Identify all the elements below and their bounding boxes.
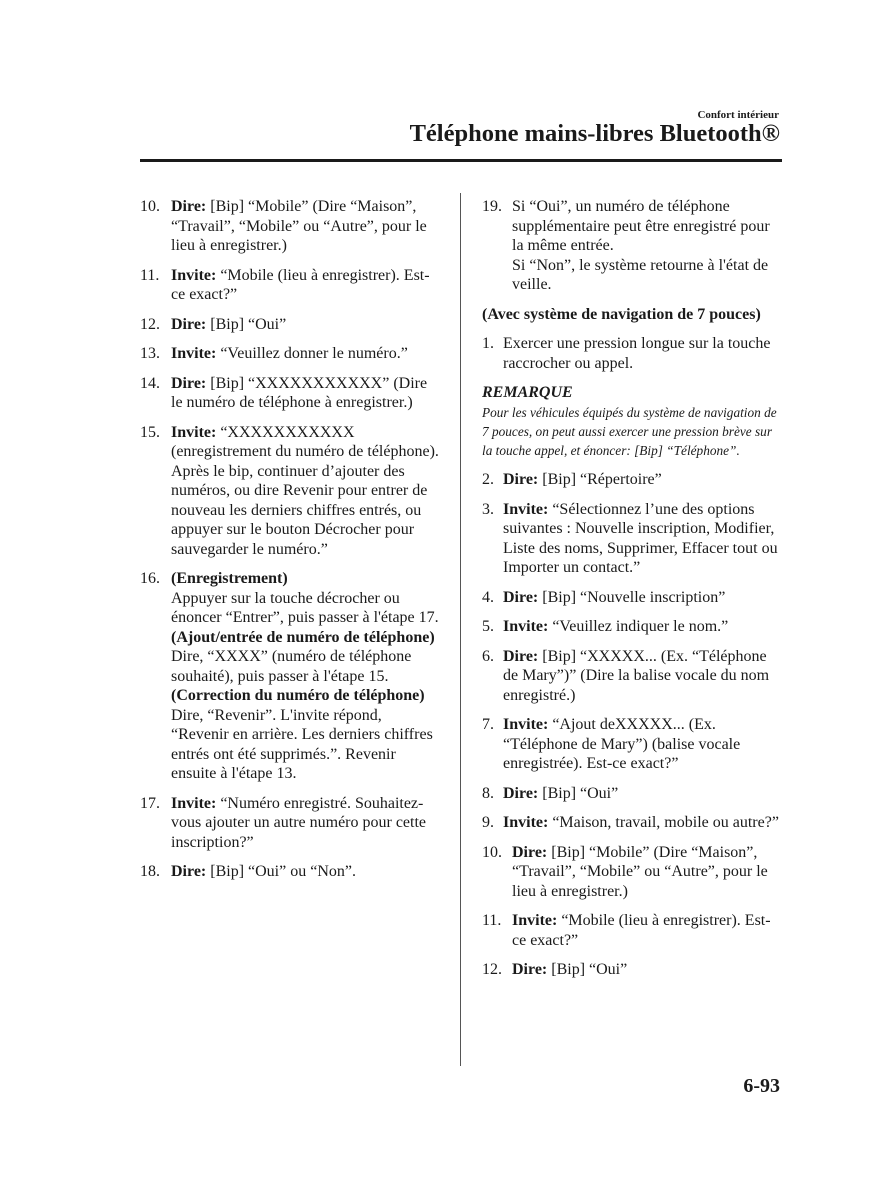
step-keyword: Dire: [171, 315, 207, 333]
step-11-left [140, 266, 440, 305]
step-keyword: Invite: [503, 814, 549, 832]
step-12-left [140, 315, 440, 335]
step-text: [Bip] “Oui” [538, 784, 619, 802]
step-10-left [140, 197, 440, 256]
step-text: [Bip] “XXXXXXXXXXX” (Dire le numéro de téléphone à enregistrer.) [171, 374, 428, 411]
step-number: 16. [140, 570, 160, 587]
step-number: 15. [140, 423, 160, 441]
step-number: 11. [482, 912, 502, 930]
step-text: Dire, “Revenir”. L'invite répond, “Revenir en arrière. Les derniers chiffres entrés ont été supprimés.”. Revenir ensuite à l'étape 13. [171, 706, 433, 782]
step-number: 3. [482, 500, 494, 518]
step-text: Appuyer sur la touche décrocher ou énoncer “Entrer”, puis passer à l'étape 17. [171, 589, 439, 626]
step-15-left [140, 423, 440, 560]
navigation-subheading: (Avec système de navigation de 7 pouces) [482, 305, 761, 323]
step-text: [Bip] “Mobile” (Dire “Maison”, “Travail”, “Mobile” ou “Autre”, pour le lieu à enregistrer.) [512, 843, 768, 900]
step-number: 11. [140, 266, 160, 284]
step-19-right [482, 197, 782, 295]
step-number: 2. [482, 471, 494, 489]
step-text: “Maison, travail, mobile ou autre?” [548, 814, 779, 832]
step-9-right [482, 813, 782, 833]
step-text: “Mobile (lieu à enregistrer). Est-ce exact?” [512, 912, 771, 949]
column-divider [460, 193, 461, 1066]
step-7-right [482, 715, 782, 774]
step-keyword: Dire: [171, 374, 207, 392]
left-column [140, 197, 440, 892]
step-2-right [482, 470, 782, 490]
remark-title: REMARQUE [482, 384, 573, 401]
step-text: [Bip] “Oui” [206, 315, 287, 333]
remark-text: Pour les véhicules équipés du système de navigation de 7 pouces, on peut aussi exercer une pression brève sur la touche appel, et énoncer: [Bip] “Téléphone”. [482, 404, 777, 459]
step-subheading: (Correction du numéro de téléphone) [171, 687, 425, 704]
step-number: 4. [482, 588, 494, 606]
step-keyword: Invite: [171, 794, 217, 812]
step-text: “Veuillez indiquer le nom.” [548, 618, 729, 636]
step-16-left [140, 569, 440, 784]
step-8-right [482, 784, 782, 804]
step-text: “XXXXXXXXXXX (enregistrement du numéro de téléphone). Après le bip, continuer d’ajouter des numéros, ou dire Revenir pour entrer de nouveau les derniers chiffres entrés, ou appuyer sur le bouton Décrocher pour sauvegarder le numéro.” [171, 423, 439, 558]
step-keyword: Invite: [171, 423, 217, 441]
step-text: “Veuillez donner le numéro.” [216, 345, 408, 362]
step-number: 7. [482, 716, 494, 734]
step-keyword: Dire: [512, 843, 548, 861]
step-keyword: Invite: [503, 500, 549, 518]
step-text: Exercer une pression longue sur la touche raccrocher ou appel. [503, 335, 771, 372]
step-number: 19. [482, 198, 502, 215]
page-title: Téléphone mains-libres Bluetooth® [409, 120, 780, 147]
title-rule [140, 159, 782, 162]
step-number: 6. [482, 647, 494, 665]
step-text: “Mobile (lieu à enregistrer). Est-ce exact?” [171, 266, 430, 303]
step-3-right [482, 500, 782, 578]
step-13-left [140, 344, 440, 364]
step-18-left [140, 862, 440, 882]
step-keyword: Invite: [171, 266, 217, 284]
step-keyword: Dire: [503, 784, 539, 802]
step-17-left [140, 794, 440, 853]
step-text: [Bip] “XXXXX... (Ex. “Téléphone de Mary”)” (Dire la balise vocale du nom enregistré.) [503, 647, 770, 704]
step-number: 13. [140, 345, 160, 362]
step-keyword: Dire: [512, 961, 548, 979]
step-subheading: (Ajout/entrée de numéro de téléphone) [171, 628, 435, 646]
step-number: 10. [482, 843, 502, 861]
step-12-right [482, 960, 782, 980]
step-text: [Bip] “Oui” [547, 961, 628, 979]
step-keyword: Invite: [503, 618, 549, 636]
section-label: Confort intérieur [697, 109, 779, 121]
step-number: 17. [140, 794, 160, 812]
step-subheading: (Enregistrement) [171, 570, 288, 587]
step-text: “Ajout deXXXXX... (Ex. “Téléphone de Mary”) (balise vocale enregistrée). Est-ce exact?” [503, 716, 741, 773]
step-number: 14. [140, 374, 160, 392]
step-text: [Bip] “Mobile” (Dire “Maison”, “Travail”, “Mobile” ou “Autre”, pour le lieu à enregistrer.) [171, 198, 427, 254]
step-number: 10. [140, 198, 160, 215]
step-keyword: Dire: [171, 863, 207, 880]
step-text: Si “Oui”, un numéro de téléphone supplémentaire peut être enregistré pour la même entrée. [512, 198, 770, 254]
step-text: [Bip] “Nouvelle inscription” [538, 588, 726, 606]
step-number: 9. [482, 814, 494, 832]
step-1-right [482, 334, 782, 373]
step-keyword: Dire: [171, 198, 207, 215]
step-keyword: Dire: [503, 471, 539, 489]
step-text: Si “Non”, le système retourne à l'état de veille. [512, 256, 769, 293]
step-keyword: Invite: [503, 716, 549, 734]
step-number: 18. [140, 863, 160, 880]
step-text: “Numéro enregistré. Souhaitez-vous ajouter un autre numéro pour cette inscription?” [171, 794, 427, 851]
step-text: “Sélectionnez l’une des options suivantes : Nouvelle inscription, Modifier, Liste des noms, Supprimer, Effacer tout ou Importer un contact.” [503, 500, 778, 577]
step-number: 12. [140, 315, 160, 333]
page-number: 6-93 [743, 1075, 780, 1097]
step-keyword: Invite: [171, 345, 217, 362]
step-14-left [140, 374, 440, 413]
step-6-right [482, 647, 782, 706]
step-keyword: Invite: [512, 912, 558, 930]
step-number: 5. [482, 618, 494, 636]
step-text: [Bip] “Répertoire” [538, 471, 662, 489]
step-number: 1. [482, 335, 494, 352]
step-text: [Bip] “Oui” ou “Non”. [206, 863, 356, 880]
step-text: Dire, “XXXX” (numéro de téléphone souhaité), puis passer à l'étape 15. [171, 648, 412, 685]
step-number: 12. [482, 961, 502, 979]
step-11-right [482, 911, 782, 950]
step-number: 8. [482, 784, 494, 802]
remark-box [482, 383, 782, 460]
step-5-right [482, 617, 782, 637]
step-4-right [482, 588, 782, 608]
right-column [482, 197, 782, 990]
step-keyword: Dire: [503, 588, 539, 606]
step-10-right [482, 843, 782, 902]
step-keyword: Dire: [503, 647, 539, 665]
